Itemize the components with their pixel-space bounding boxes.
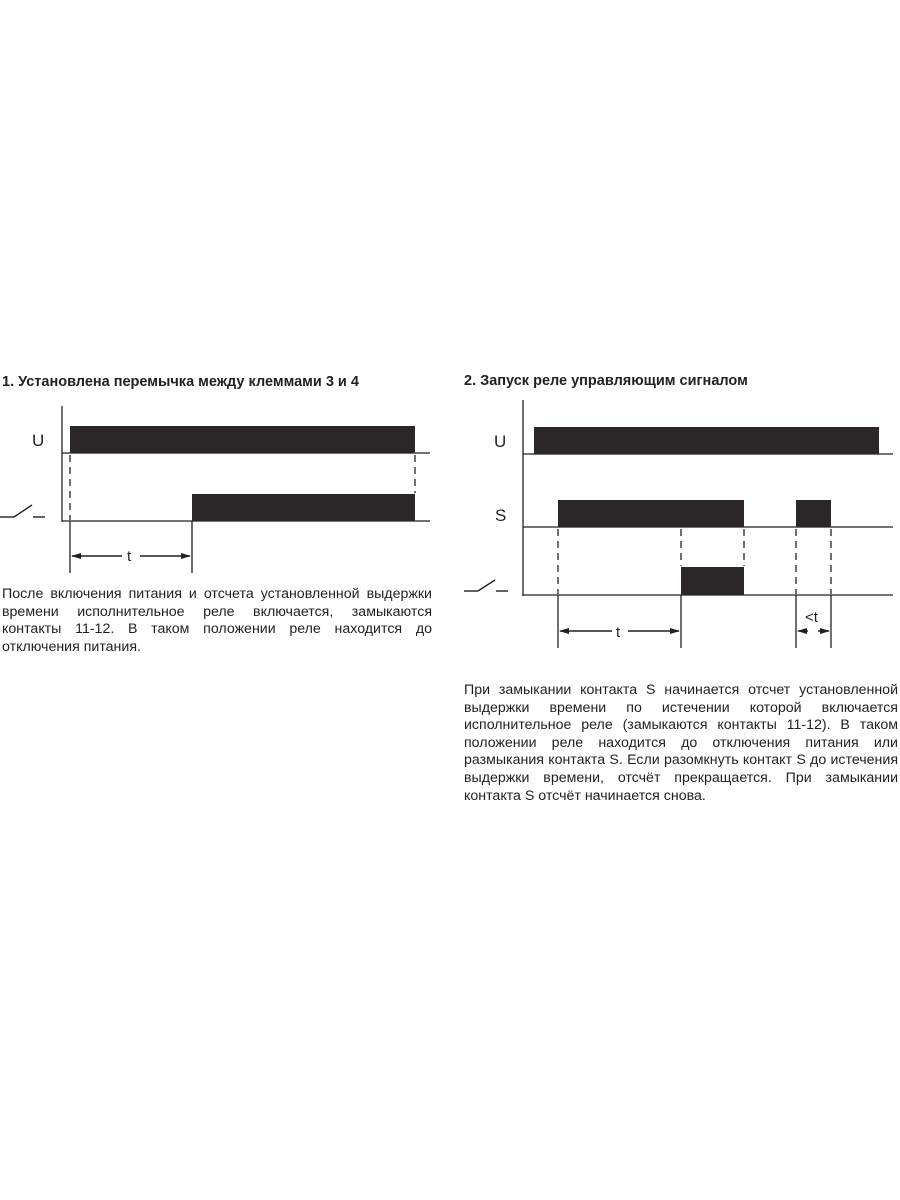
diagram2-u-pulse <box>534 427 879 454</box>
diagram2-interval-label: t <box>616 624 621 641</box>
diagram1-interval-label: t <box>127 548 132 565</box>
diagram1-relay-pulse <box>192 494 415 521</box>
diagram2-contact-icon <box>464 580 508 591</box>
diagram2-short-interval-label: <t <box>805 609 818 626</box>
diagram2-s-pulse-2 <box>796 500 831 527</box>
diagram1-contact-icon <box>0 505 45 517</box>
diagram1-description: После включения питания и отсчета установленной выдержки времени исполнительное реле включается, замыкаются контакты 11-12. В таком положении реле находится до отключения питания. <box>2 586 432 655</box>
diagram2-relay-pulse <box>681 567 744 595</box>
diagram2-u-label: U <box>494 432 507 451</box>
diagram1-u-label: U <box>32 431 45 450</box>
diagram2-title: 2. Запуск реле управляющим сигналом <box>464 373 748 389</box>
diagram2-description: При замыкании контакта S начинается отсчет установленной выдержки времени по истечении которой включается исполнительное реле (замыкаются контакты 11-12). В таком положении реле находится до отключения питания или размыкания контакта S. Если разомкнуть контакт S до истечения выдержки времени, отсчёт прекращается. При замыкании контакта S отсчёт начинается снова. <box>464 682 898 804</box>
diagram2 <box>464 400 893 648</box>
diagram2-s-label: S <box>495 506 507 525</box>
diagram1-u-pulse <box>70 426 415 453</box>
diagram2-s-pulse-1 <box>558 500 744 527</box>
diagram1 <box>0 406 430 573</box>
diagram1-title: 1. Установлена перемычка между клеммами 3 и 4 <box>2 374 359 390</box>
